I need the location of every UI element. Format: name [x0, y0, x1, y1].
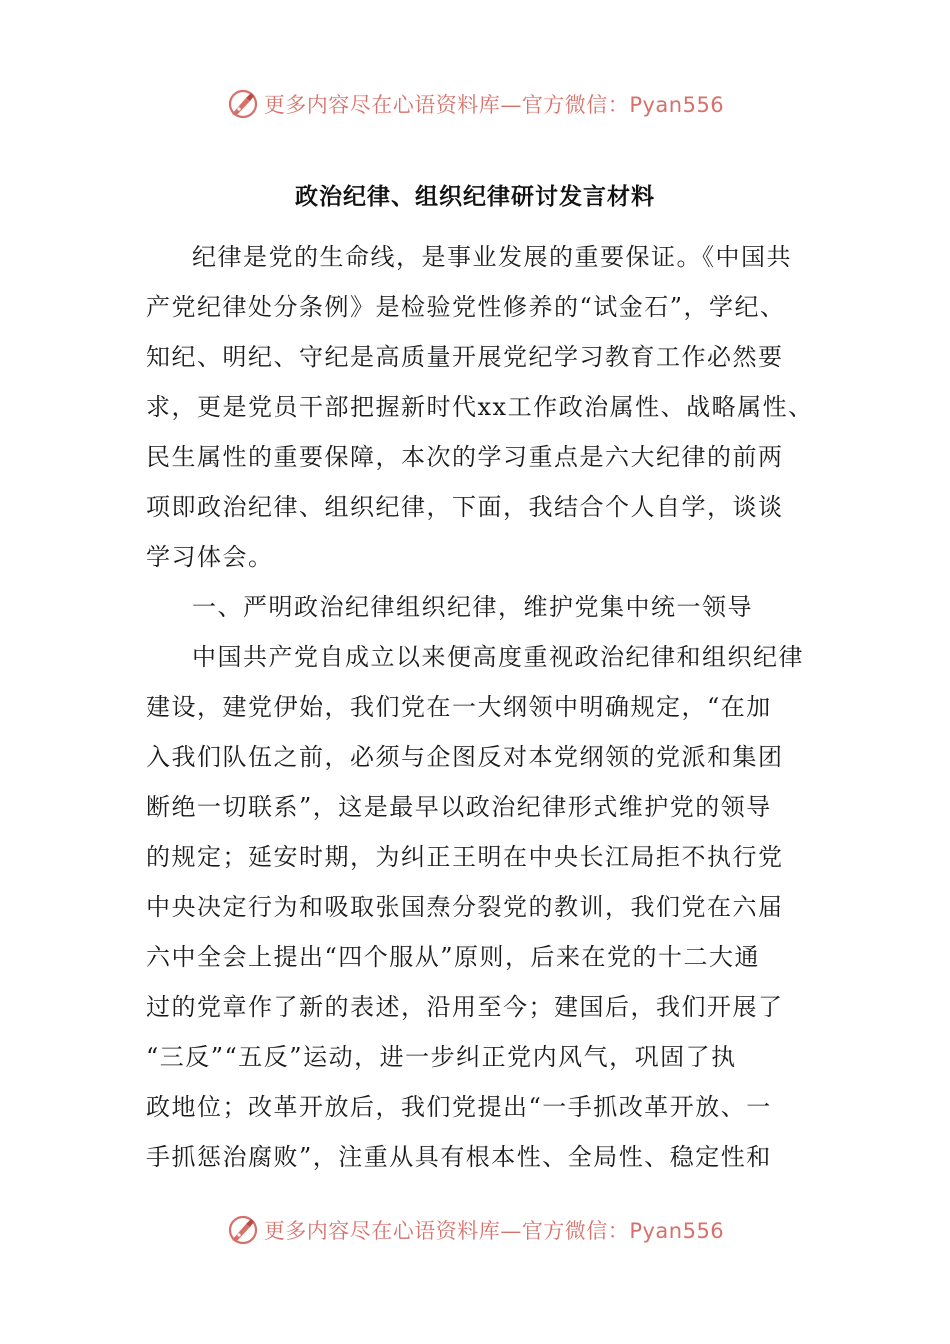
paragraph-line: 六中全会上提出“四个服从”原则，后来在党的十二大通: [146, 943, 761, 971]
document-body: [146, 232, 814, 1182]
paragraph-line: 政地位；改革开放后，我们党提出“一手抓改革开放、一: [146, 1093, 772, 1121]
paragraph-line: 求，更是党员干部把握新时代xx工作政治属性、战略属性、: [146, 393, 814, 421]
watermark-header: [0, 82, 950, 126]
paragraph-line: “三反”“五反”运动，进一步纠正党内风气，巩固了执: [146, 1043, 737, 1071]
paragraph-line: 中国共产党自成立以来便高度重视政治纪律和组织纪律: [192, 643, 804, 671]
pen-nib-logo-icon: [226, 87, 260, 121]
paragraph-line: 过的党章作了新的表述，沿用至今；建国后，我们开展了: [146, 993, 784, 1021]
paragraph-line: 入我们队伍之前，必须与企图反对本党纲领的党派和集团: [146, 743, 784, 771]
pen-nib-logo-icon: [226, 1213, 260, 1247]
paragraph-line: 建设，建党伊始，我们党在一大纲领中明确规定，“在加: [146, 693, 772, 721]
watermark-footer: [0, 1208, 950, 1252]
watermark-text: 更多内容尽在心语资料库—官方微信：Pyan556: [263, 93, 725, 117]
paragraph-line: 的规定；延安时期，为纠正王明在中央长江局拒不执行党: [146, 843, 784, 871]
paragraph-line: 学习体会。: [146, 543, 274, 571]
wechat-id: Pyan556: [629, 1219, 725, 1243]
paragraph-line: 产党纪律处分条例》是检验党性修养的“试金石”，学纪、: [146, 293, 786, 321]
wechat-id: Pyan556: [629, 93, 725, 117]
paragraph-line: 手抓惩治腐败”，注重从具有根本性、全局性、稳定性和: [146, 1143, 772, 1171]
paragraph-line: 断绝一切联系”，这是最早以政治纪律形式维护党的领导: [146, 793, 772, 821]
section-heading: 一、严明政治纪律组织纪律，维护党集中统一领导: [192, 593, 753, 621]
paragraph-line: 中央决定行为和吸取张国焘分裂党的教训，我们党在六届: [146, 893, 784, 921]
paragraph-line: 知纪、明纪、守纪是高质量开展党纪学习教育工作必然要: [146, 343, 784, 371]
paragraph-line: 项即政治纪律、组织纪律，下面，我结合个人自学，谈谈: [146, 493, 784, 521]
paragraph-line: 纪律是党的生命线，是事业发展的重要保证。《中国共: [192, 243, 792, 271]
watermark-text: 更多内容尽在心语资料库—官方微信：Pyan556: [263, 1219, 725, 1243]
document-title: 政治纪律、组织纪律研讨发言材料: [295, 184, 655, 210]
paragraph-line: 民生属性的重要保障，本次的学习重点是六大纪律的前两: [146, 443, 784, 471]
